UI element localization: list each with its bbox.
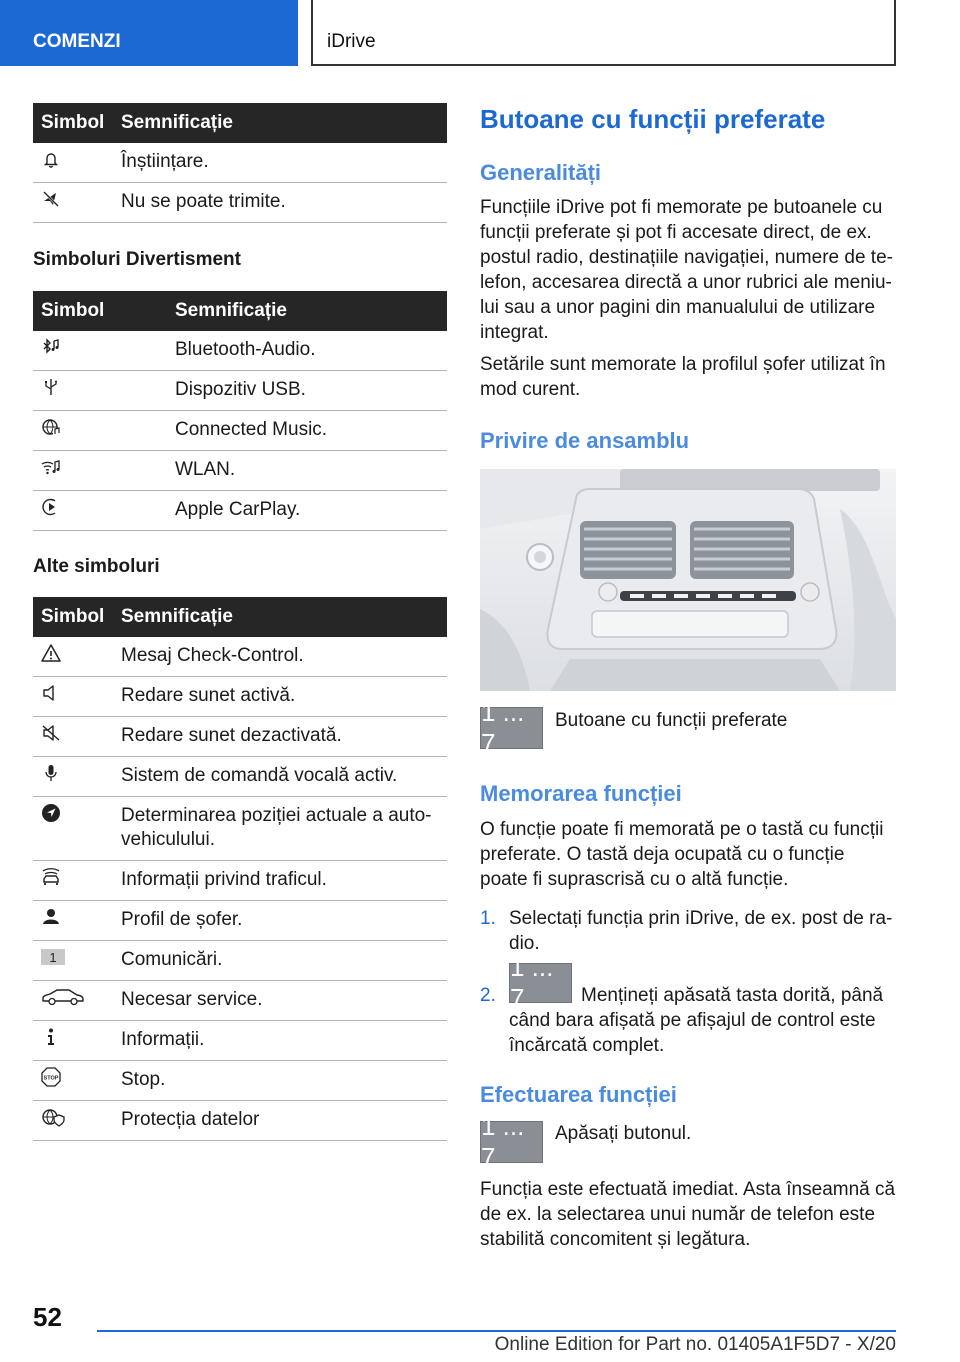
table-row [33,1021,447,1061]
car-service-icon [41,987,85,1007]
table-row [33,183,447,223]
data-privacy-icon [41,1107,65,1127]
entertainment-symbols-table [33,291,447,531]
position-arrow-icon [41,803,61,823]
dashboard-illustration [480,469,896,691]
column-symbol: Simbol [41,300,105,321]
table-row [33,981,447,1021]
row-text: Apple CarPlay. [175,499,301,520]
store-paragraph: O funcție poate fi memorată pe o tastă cu funcții preferate. O tastă deja ocupată cu o funcție poate fi suprascrisă cu o altă funcție. [480,819,884,890]
section-tab [0,0,298,66]
table-row [33,411,447,451]
row-text: Bluetooth-Audio. [175,339,316,360]
table-row [33,941,447,981]
table-row [33,757,447,797]
notification-symbols-table [33,103,447,223]
chapter-tab [311,0,896,66]
general-paragraph-2: Setările sunt memorate la profilul șofer utilizat în mod curent. [480,354,886,400]
column-symbol: Simbol [41,112,105,133]
step-number: 2. [480,985,496,1006]
section-title: COMENZI [33,31,121,52]
edition-note: Online Edition for Part no. 01405A1F5D7 - X/20 [494,1334,896,1355]
speaker-icon [41,683,61,703]
table-row [33,1101,447,1141]
favorite-buttons-symbol [480,697,543,758]
connected-music-icon [41,417,61,437]
row-text: Redare sunet activă. [121,685,296,706]
traffic-icon [41,867,61,887]
column-symbol: Simbol [41,606,105,627]
general-paragraph-1: Funcțiile iDrive pot fi memorate pe butoanele cu funcții preferate și pot fi accesate direct, de ex. postul radio, destinațiile navigației, numere de te-lefon, accesarea directă a unor rubrici ale meniu-lui sau a unor pagini din manualului de utilizare integrat. [480,197,893,343]
row-text: Nu se poate trimite. [121,191,286,212]
favorite-buttons-symbol [480,1111,543,1172]
microphone-icon [41,763,61,783]
row-text: Protecția datelor [121,1109,260,1130]
table-header [33,103,447,143]
favorite-buttons-label: 1 ... 7 [481,697,525,758]
favorite-buttons-label: 1 ... 7 [510,952,554,1013]
table-header [33,291,447,331]
row-text: Comunicări. [121,949,223,970]
overview-heading: Privire de ansamblu [480,428,690,453]
table-row [33,637,447,677]
table-row [33,371,447,411]
driver-profile-icon [41,907,61,927]
row-text: Redare sunet dezactivată. [121,725,342,746]
dashboard-photo [480,469,896,691]
row-text: Mesaj Check-Control. [121,645,304,666]
row-text: Profil de șofer. [121,909,243,930]
bluetooth-audio-icon [41,337,61,357]
send-disabled-icon [41,189,61,209]
table-row [33,1061,447,1101]
page-number: 52 [33,1302,62,1332]
step-1 [480,906,896,956]
message-count-icon [41,947,65,967]
step-text: Selectați funcția prin iDrive, de ex. post de ra-dio. [509,908,893,954]
execute-paragraph-2: Funcția este efectuată imediat. Asta înseamnă că de ex. la selectarea unui număr de telefon este stabilită concomitent și legătura. [480,1179,896,1250]
table-header [33,597,447,637]
row-text: Informații privind traficul. [121,869,327,890]
row-text: Determinarea poziției actuale a auto-vehiculului. [121,805,432,850]
execute-paragraph-1: Apăsați butonul. [555,1123,692,1144]
message-count-badge: 1 [49,950,57,965]
column-meaning: Semnificație [121,112,233,133]
favorites-title: Butoane cu funcții preferate [480,104,826,134]
row-text: Dispozitiv USB. [175,379,306,400]
wlan-audio-icon [41,457,61,477]
row-text: Stop. [121,1069,166,1090]
table-row [33,677,447,717]
table-row [33,143,447,183]
row-text: Înștiințare. [121,151,209,172]
table-row [33,451,447,491]
chapter-title: iDrive [327,31,376,52]
speaker-muted-icon [41,723,61,743]
other-symbols-table [33,597,447,1141]
table-row [33,861,447,901]
stop-icon [41,1067,61,1087]
stop-badge: STOP [43,1075,59,1082]
footer-divider [97,1330,896,1332]
step-text: Mențineți apăsată tasta dorită, până când bara afișată pe afișajul de control este încărcată complet. [509,985,884,1056]
entertainment-heading: Simboluri Divertisment [33,249,241,270]
row-text: Necesar service. [121,989,263,1010]
photo-caption: Butoane cu funcții preferate [555,710,788,731]
step-number: 1. [480,908,496,929]
table-row [33,331,447,371]
favorite-buttons-label: 1 ... 7 [481,1111,525,1172]
usb-icon [41,377,61,397]
general-heading: Generalități [480,160,602,185]
info-icon [41,1027,61,1047]
carplay-icon [41,497,61,517]
table-row [33,717,447,757]
store-heading: Memorarea funcției [480,781,682,806]
row-text: Connected Music. [175,419,328,440]
warning-triangle-icon [41,643,61,663]
row-text: Informații. [121,1029,205,1050]
other-symbols-heading: Alte simboluri [33,556,160,577]
column-meaning: Semnificație [121,606,233,627]
row-text: Sistem de comandă vocală activ. [121,765,398,786]
table-row [33,491,447,531]
bell-icon [41,149,61,169]
table-row [33,901,447,941]
row-text: WLAN. [175,459,236,480]
column-meaning: Semnificație [175,300,287,321]
execute-heading: Efectuarea funcției [480,1082,677,1107]
table-row [33,797,447,861]
